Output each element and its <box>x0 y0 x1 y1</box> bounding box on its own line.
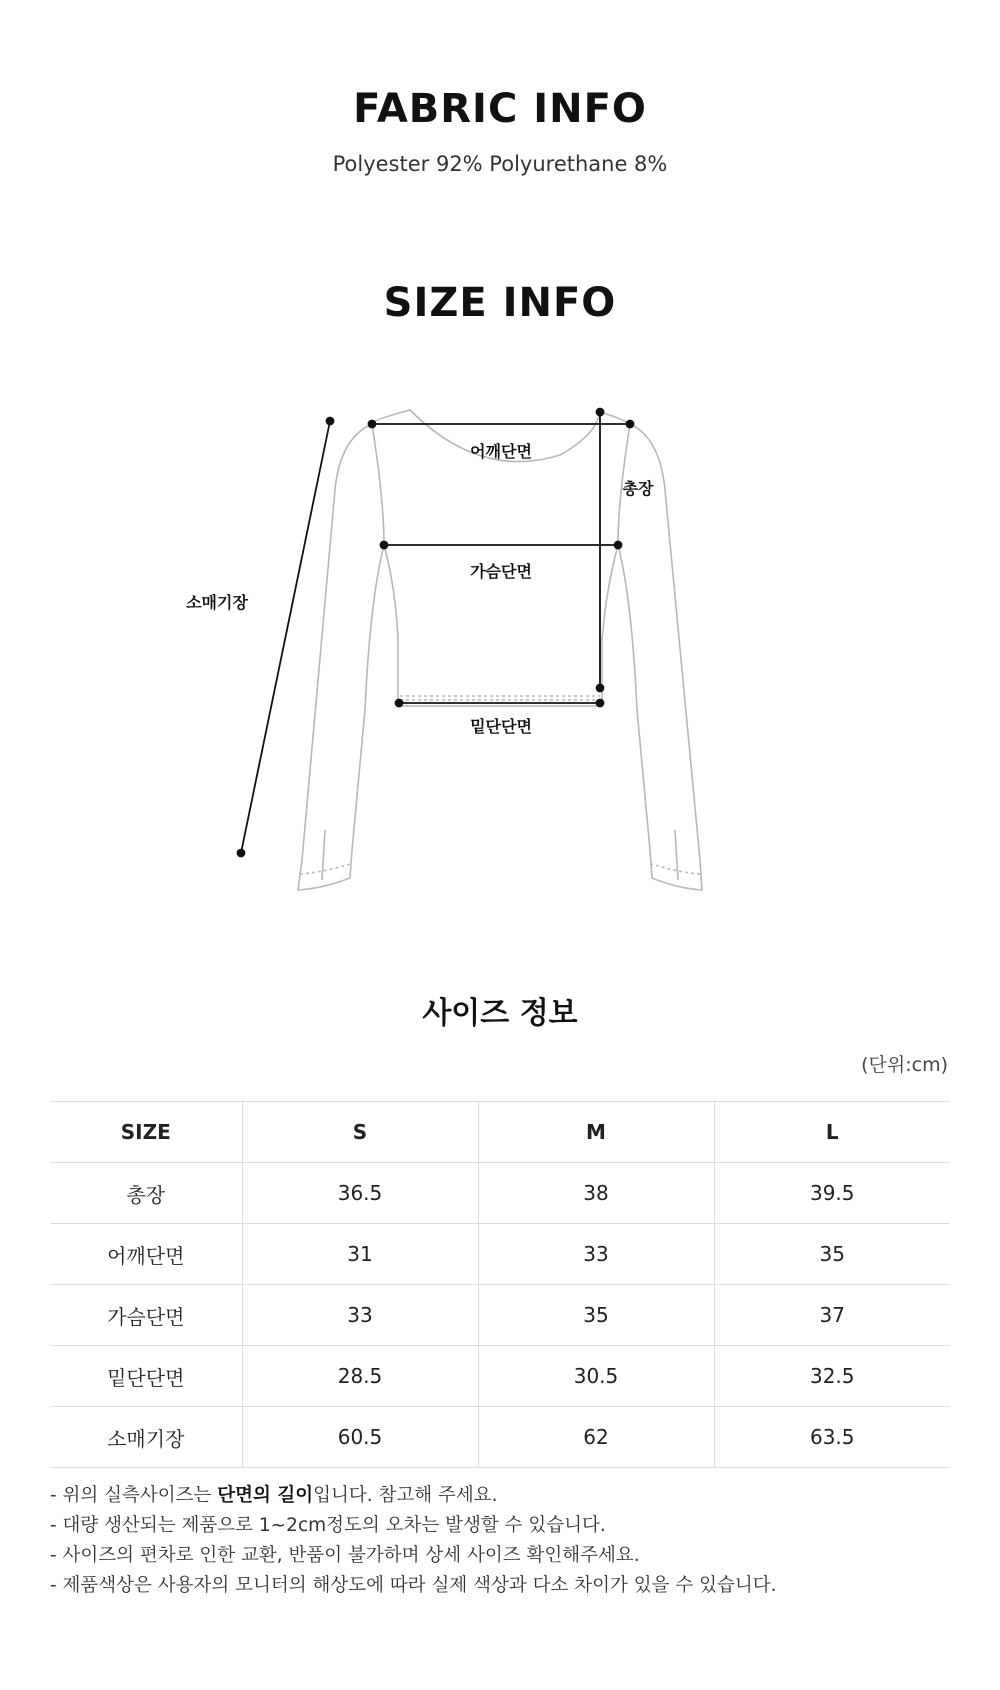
table-header-row <box>50 1102 950 1163</box>
notes <box>50 1481 776 1601</box>
label-shoulder: 어깨단면 <box>470 442 532 461</box>
table-row <box>50 1163 950 1224</box>
row-label: 밑단단면 <box>50 1346 242 1407</box>
table-cell: 28.5 <box>242 1346 478 1407</box>
table-cell: 33 <box>242 1285 478 1346</box>
label-chest: 가슴단면 <box>470 562 532 581</box>
note-text: - 위의 실측사이즈는 <box>50 1485 218 1506</box>
table-cell: 37 <box>714 1285 950 1346</box>
table-cell: 31 <box>242 1224 478 1285</box>
row-label: 가슴단면 <box>50 1285 242 1346</box>
row-label: 총장 <box>50 1163 242 1224</box>
sleeve-line <box>241 421 330 853</box>
header-size: SIZE <box>50 1102 242 1163</box>
table-cell: 36.5 <box>242 1163 478 1224</box>
table-cell: 39.5 <box>714 1163 950 1224</box>
table-cell: 35 <box>478 1285 714 1346</box>
table-row <box>50 1407 950 1468</box>
size-table-title: 사이즈 정보 <box>422 996 578 1031</box>
table-cell: 38 <box>478 1163 714 1224</box>
size-table <box>50 1101 950 1468</box>
table-row <box>50 1224 950 1285</box>
label-hem: 밑단단면 <box>470 717 532 736</box>
header-l: L <box>714 1102 950 1163</box>
fabric-composition: Polyester 92% Polyurethane 8% <box>332 152 668 176</box>
table-cell: 62 <box>478 1407 714 1468</box>
table-row <box>50 1346 950 1407</box>
note-line <box>50 1481 776 1511</box>
row-label: 어깨단면 <box>50 1224 242 1285</box>
size-info-title: SIZE INFO <box>383 280 617 326</box>
row-label: 소매기장 <box>50 1407 242 1468</box>
table-cell: 63.5 <box>714 1407 950 1468</box>
label-total-length: 총장 <box>622 479 654 498</box>
note-line: - 대량 생산되는 제품으로 1~2cm정도의 오차는 발생할 수 있습니다. <box>50 1515 606 1536</box>
table-cell: 30.5 <box>478 1346 714 1407</box>
note-text: 입니다. 참고해 주세요. <box>313 1485 498 1506</box>
table-cell: 33 <box>478 1224 714 1285</box>
table-cell: 35 <box>714 1224 950 1285</box>
header-m: M <box>478 1102 714 1163</box>
note-emphasis: 단면의 길이 <box>217 1485 314 1506</box>
measurement-lines <box>238 409 634 857</box>
table-row <box>50 1285 950 1346</box>
label-sleeve: 소매기장 <box>186 593 248 612</box>
garment-size-diagram <box>0 380 1000 900</box>
note-line: - 제품색상은 사용자의 모니터의 해상도에 따라 실제 색상과 다소 차이가 있을 수 있습니다. <box>50 1575 777 1596</box>
unit-label: (단위:cm) <box>861 1054 948 1076</box>
table-cell: 32.5 <box>714 1346 950 1407</box>
header-s: S <box>242 1102 478 1163</box>
fabric-info-title: FABRIC INFO <box>353 86 647 132</box>
note-line: - 사이즈의 편차로 인한 교환, 반품이 불가하며 상세 사이즈 확인해주세요. <box>50 1545 640 1566</box>
table-cell: 60.5 <box>242 1407 478 1468</box>
